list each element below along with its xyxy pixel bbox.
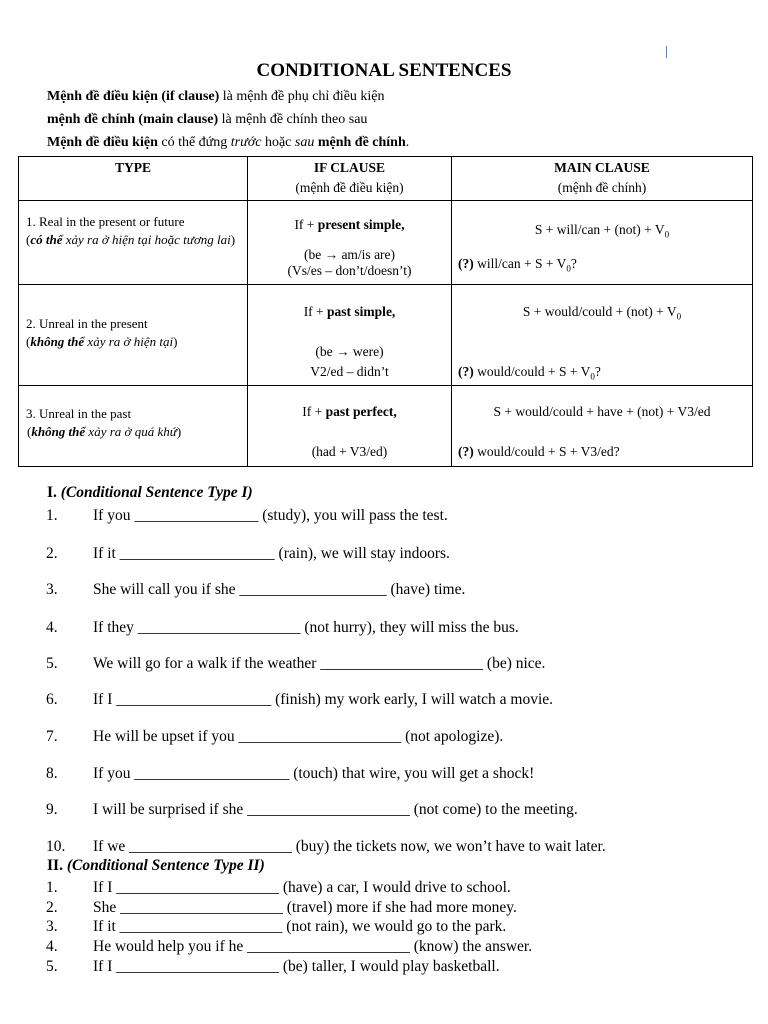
if-tense: past simple, — [327, 304, 396, 319]
type-cell — [19, 386, 248, 467]
main-formula — [452, 201, 752, 240]
type-note-italic: xảy ra ở hiện tại hoặc tương lai — [62, 232, 231, 247]
subscript: 0 — [664, 229, 670, 240]
table-header-row — [19, 157, 753, 201]
main-question — [452, 364, 752, 382]
intro-desc: là mệnh đề phụ chỉ điều kiện — [219, 89, 385, 104]
intro-term: mệnh đề chính (main clause) — [47, 112, 219, 127]
main-clause-cell — [452, 285, 753, 386]
item-number: 1. — [46, 879, 58, 896]
header-type-label: TYPE — [114, 160, 151, 175]
main-clause-cell — [452, 201, 753, 285]
item-number: 5. — [46, 655, 58, 672]
item-number: 2. — [46, 545, 58, 562]
type-name: 1. Real in the present or future — [26, 214, 185, 229]
intro-term: mệnh đề chính — [314, 135, 406, 150]
main-formula: S + would/could + have + (not) + V3/ed — [493, 404, 711, 419]
section-numeral: II. — [47, 857, 63, 874]
exercise-item: He will be upset if you _____________________ (not apologize). — [93, 728, 504, 745]
subscript: 0 — [590, 371, 595, 382]
intro-line-main-clause — [47, 112, 367, 128]
exercise-item: If they _____________________ (not hurry), they will miss the bus. — [93, 619, 519, 636]
if-formula — [248, 201, 451, 233]
type-note-bold: không thể — [31, 424, 86, 439]
intro-term: Mệnh đề điều kiện (if clause) — [47, 89, 220, 104]
item-number: 6. — [46, 691, 58, 708]
type-note-italic: xảy ra ở hiện tại — [84, 334, 174, 349]
item-number: 10. — [46, 838, 66, 855]
item-number: 4. — [46, 938, 58, 955]
exercise-item: She _____________________ (travel) more if she had more money. — [93, 899, 517, 916]
question-text: would/could + S + V — [473, 363, 591, 379]
subscript: 0 — [676, 311, 682, 322]
question-end: ? — [570, 255, 577, 271]
header-type — [19, 157, 248, 201]
section-title: (Conditional Sentence Type I) — [60, 484, 253, 501]
exercise-item: If I _____________________ (have) a car, I would drive to school. — [93, 879, 511, 896]
if-tense: present simple, — [317, 217, 405, 232]
question-tag: (?) — [458, 363, 474, 379]
type-cell — [19, 201, 248, 285]
subscript: 0 — [566, 263, 571, 274]
text-cursor — [666, 46, 667, 58]
exercise-item: We will go for a walk if the weather _____________________ (be) nice. — [93, 655, 546, 672]
intro-text: hoặc — [261, 135, 295, 150]
question-text: will/can + S + V — [473, 255, 567, 271]
exercise-item: If you ________________ (study), you will pass the test. — [93, 507, 448, 524]
item-number: 3. — [46, 918, 58, 935]
main-formula-text: S + will/can + (not) + V — [534, 222, 665, 237]
if-verb-form: V2/ed – didn’t — [310, 364, 389, 379]
header-main-clause — [452, 157, 753, 201]
item-number: 2. — [46, 899, 58, 916]
table-row — [19, 285, 753, 386]
page-title: CONDITIONAL SENTENCES — [256, 60, 512, 81]
intro-italic: trước — [230, 135, 262, 150]
if-verb-form: (Vs/es – don’t/doesn’t) — [287, 263, 412, 278]
intro-text: . — [405, 135, 410, 150]
exercise-item: I will be surprised if she _____________________ (not come) to the meeting. — [93, 801, 578, 818]
intro-line-position — [47, 135, 409, 151]
intro-line-if-clause — [47, 89, 385, 105]
header-main-title: MAIN CLAUSE — [554, 160, 650, 175]
section-title: (Conditional Sentence Type II) — [66, 857, 265, 874]
type-note-italic: xảy ra ở quá khứ — [85, 424, 177, 439]
header-if-clause — [248, 157, 452, 201]
main-question — [452, 444, 752, 460]
if-clause-cell — [248, 201, 452, 285]
item-number: 5. — [46, 958, 58, 975]
main-clause-cell — [452, 386, 753, 467]
if-formula — [248, 386, 451, 420]
main-question — [452, 256, 752, 274]
question-tag: (?) — [458, 255, 474, 271]
if-clause-cell — [248, 386, 452, 467]
if-formula — [248, 285, 451, 320]
grammar-table — [18, 156, 753, 467]
item-number: 4. — [46, 619, 58, 636]
intro-text: có thể đứng — [157, 135, 231, 150]
if-prefix: If + — [302, 404, 326, 419]
type-cell — [19, 285, 248, 386]
if-had-form: (had + V3/ed) — [311, 444, 388, 459]
type-note: (có thể xảy ra ở hiện tại hoặc tương lai) — [26, 232, 236, 247]
intro-italic: sau — [294, 135, 315, 150]
type-note-bold: không thể — [30, 334, 85, 349]
exercise-item: If it ____________________ (rain), we will stay indoors. — [93, 545, 450, 562]
item-number: 9. — [46, 801, 58, 818]
exercise-item: If we _____________________ (buy) the tickets now, we won’t have to wait later. — [93, 838, 606, 855]
item-number: 3. — [46, 581, 58, 598]
if-prefix: If + — [294, 217, 318, 232]
question-end: ? — [594, 363, 601, 379]
table-row — [19, 201, 753, 285]
exercise-item: If it _____________________ (not rain), we would go to the park. — [93, 918, 507, 935]
exercise-item: He would help you if he _____________________ (know) the answer. — [93, 938, 533, 955]
type-note-bold: có thể — [30, 232, 63, 247]
type-name: 2. Unreal in the present — [26, 316, 148, 331]
header-if-title: IF CLAUSE — [313, 160, 386, 175]
type-name: 3. Unreal in the past — [26, 406, 132, 421]
main-formula — [452, 285, 752, 322]
item-number: 7. — [46, 728, 58, 745]
item-number: 1. — [46, 507, 58, 524]
intro-desc: là mệnh đề chính theo sau — [218, 112, 368, 127]
table-row — [19, 386, 753, 467]
if-be-form: (be → were) — [315, 344, 384, 359]
if-clause-cell — [248, 285, 452, 386]
header-main-subtitle: (mệnh đề chính) — [557, 180, 647, 195]
header-if-subtitle: (mệnh đề điều kiện) — [295, 180, 404, 195]
if-prefix: If + — [303, 304, 328, 319]
section-1-heading — [47, 484, 253, 502]
exercise-item: She will call you if she ___________________ (have) time. — [93, 581, 466, 598]
exercise-item: If I _____________________ (be) taller, I would play basketball. — [93, 958, 500, 975]
item-number: 8. — [46, 765, 58, 782]
question-tag: (?) — [458, 444, 474, 459]
type-note: (không thể xảy ra ở hiện tại) — [26, 334, 178, 349]
type-note: (không thể xảy ra ở quá khứ) — [27, 424, 182, 439]
exercise-item: If I ____________________ (finish) my work early, I will watch a movie. — [93, 691, 554, 708]
exercise-item: If you ____________________ (touch) that wire, you will get a shock! — [93, 765, 535, 782]
intro-term: Mệnh đề điều kiện — [47, 135, 158, 150]
main-formula-text: S + would/could + (not) + V — [522, 304, 677, 319]
if-tense: past perfect, — [325, 404, 397, 419]
if-be-form: (be → am/is are) — [303, 247, 396, 262]
section-numeral: I. — [47, 484, 57, 501]
section-2-heading — [47, 857, 265, 875]
question-text: would/could + S + V3/ed? — [473, 444, 620, 459]
